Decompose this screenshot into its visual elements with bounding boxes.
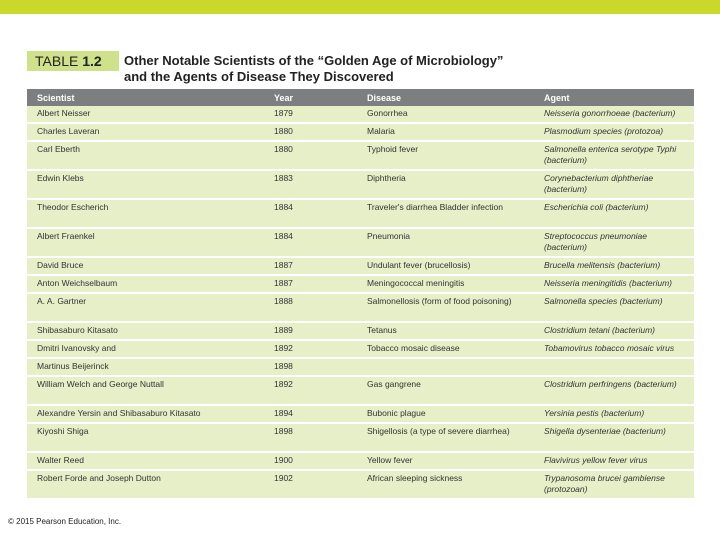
table-row xyxy=(27,376,694,405)
cell-agent: Clostridium perfringens (bacterium) xyxy=(534,376,694,405)
cell-year: 1880 xyxy=(264,141,357,170)
cell-scientist: Albert Neisser xyxy=(27,106,264,123)
cell-agent: Neisseria gonorrhoeae (bacterium) xyxy=(534,106,694,123)
cell-scientist: Edwin Klebs xyxy=(27,170,264,199)
cell-scientist: Theodor Escherich xyxy=(27,199,264,228)
table-row xyxy=(27,423,694,452)
table-title-line-1: Other Notable Scientists of the “Golden Age of Microbiology” xyxy=(124,53,504,68)
scientists-table xyxy=(27,89,694,500)
cell-agent: Shigella dysenteriae (bacterium) xyxy=(534,423,694,452)
table-row xyxy=(27,470,694,499)
table-label-badge xyxy=(27,51,119,71)
table-row xyxy=(27,123,694,141)
cell-year: 1898 xyxy=(264,358,357,376)
cell-year: 1898 xyxy=(264,423,357,452)
cell-agent: Flavivirus yellow fever virus xyxy=(534,452,694,470)
cell-agent: Tobamovirus tobacco mosaic virus xyxy=(534,340,694,358)
cell-agent: Corynebacterium diphtheriae (bacterium) xyxy=(534,170,694,199)
table-row xyxy=(27,141,694,170)
cell-year: 1884 xyxy=(264,228,357,257)
cell-disease: Salmonellosis (form of food poisoning) xyxy=(357,293,534,322)
column-header-disease: Disease xyxy=(357,89,534,106)
cell-disease: Diphtheria xyxy=(357,170,534,199)
cell-disease: Typhoid fever xyxy=(357,141,534,170)
cell-disease: Tobacco mosaic disease xyxy=(357,340,534,358)
cell-scientist: Martinus Beijerinck xyxy=(27,358,264,376)
table-row xyxy=(27,452,694,470)
cell-agent: Salmonella species (bacterium) xyxy=(534,293,694,322)
table-header-row xyxy=(27,89,694,106)
cell-year: 1880 xyxy=(264,123,357,141)
cell-agent: Plasmodium species (protozoa) xyxy=(534,123,694,141)
cell-year: 1879 xyxy=(264,106,357,123)
cell-agent: Clostridium tetani (bacterium) xyxy=(534,322,694,340)
table-row xyxy=(27,358,694,376)
cell-agent: Yersinia pestis (bacterium) xyxy=(534,405,694,423)
cell-year: 1892 xyxy=(264,376,357,405)
cell-scientist: Walter Reed xyxy=(27,452,264,470)
cell-agent: Streptococcus pneumoniae (bacterium) xyxy=(534,228,694,257)
cell-year: 1887 xyxy=(264,257,357,275)
cell-year: 1888 xyxy=(264,293,357,322)
cell-disease: Yellow fever xyxy=(357,452,534,470)
table-title xyxy=(124,53,624,85)
copyright-footer: © 2015 Pearson Education, Inc. xyxy=(8,517,122,526)
cell-agent: Trypanosoma brucei gambiense (protozoan) xyxy=(534,470,694,499)
table-row xyxy=(27,293,694,322)
top-accent-bar xyxy=(0,0,720,14)
cell-year: 1900 xyxy=(264,452,357,470)
table-label-number: 1.2 xyxy=(82,53,102,69)
table-row xyxy=(27,275,694,293)
table-row xyxy=(27,257,694,275)
cell-disease: Gonorrhea xyxy=(357,106,534,123)
cell-scientist: David Bruce xyxy=(27,257,264,275)
cell-year: 1902 xyxy=(264,470,357,499)
cell-disease: Pneumonia xyxy=(357,228,534,257)
cell-year: 1892 xyxy=(264,340,357,358)
cell-scientist: Alexandre Yersin and Shibasaburo Kitasato xyxy=(27,405,264,423)
cell-scientist: Shibasaburo Kitasato xyxy=(27,322,264,340)
cell-scientist: William Welch and George Nuttall xyxy=(27,376,264,405)
cell-agent: Salmonella enterica serotype Typhi (bacterium) xyxy=(534,141,694,170)
cell-disease: Tetanus xyxy=(357,322,534,340)
cell-disease: Traveler's diarrhea Bladder infection xyxy=(357,199,534,228)
cell-scientist: Albert Fraenkel xyxy=(27,228,264,257)
cell-scientist: Kiyoshi Shiga xyxy=(27,423,264,452)
cell-agent: Brucella melitensis (bacterium) xyxy=(534,257,694,275)
column-header-agent: Agent xyxy=(534,89,694,106)
cell-disease xyxy=(357,358,534,376)
column-header-scientist: Scientist xyxy=(27,89,264,106)
column-header-year: Year xyxy=(264,89,357,106)
cell-scientist: Charles Laveran xyxy=(27,123,264,141)
cell-year: 1884 xyxy=(264,199,357,228)
table-row xyxy=(27,170,694,199)
cell-year: 1894 xyxy=(264,405,357,423)
cell-agent: Escherichia coli (bacterium) xyxy=(534,199,694,228)
table-title-line-2: and the Agents of Disease They Discovered xyxy=(124,69,394,84)
cell-year: 1887 xyxy=(264,275,357,293)
table-label-prefix: TABLE xyxy=(35,53,83,69)
scientists-table-container xyxy=(27,89,694,500)
table-row xyxy=(27,322,694,340)
cell-scientist: Dmitri Ivanovsky and xyxy=(27,340,264,358)
table-row xyxy=(27,405,694,423)
cell-disease: Meningococcal meningitis xyxy=(357,275,534,293)
table-row xyxy=(27,228,694,257)
cell-agent xyxy=(534,358,694,376)
cell-scientist: A. A. Gartner xyxy=(27,293,264,322)
cell-disease: African sleeping sickness xyxy=(357,470,534,499)
cell-disease: Undulant fever (brucellosis) xyxy=(357,257,534,275)
cell-agent: Neisseria meningitidis (bacterium) xyxy=(534,275,694,293)
table-row xyxy=(27,199,694,228)
cell-scientist: Carl Eberth xyxy=(27,141,264,170)
cell-disease: Malaria xyxy=(357,123,534,141)
cell-disease: Gas gangrene xyxy=(357,376,534,405)
cell-year: 1889 xyxy=(264,322,357,340)
cell-year: 1883 xyxy=(264,170,357,199)
table-row xyxy=(27,340,694,358)
cell-scientist: Robert Forde and Joseph Dutton xyxy=(27,470,264,499)
cell-disease: Bubonic plague xyxy=(357,405,534,423)
cell-scientist: Anton Weichselbaum xyxy=(27,275,264,293)
table-row xyxy=(27,106,694,123)
cell-disease: Shigellosis (a type of severe diarrhea) xyxy=(357,423,534,452)
